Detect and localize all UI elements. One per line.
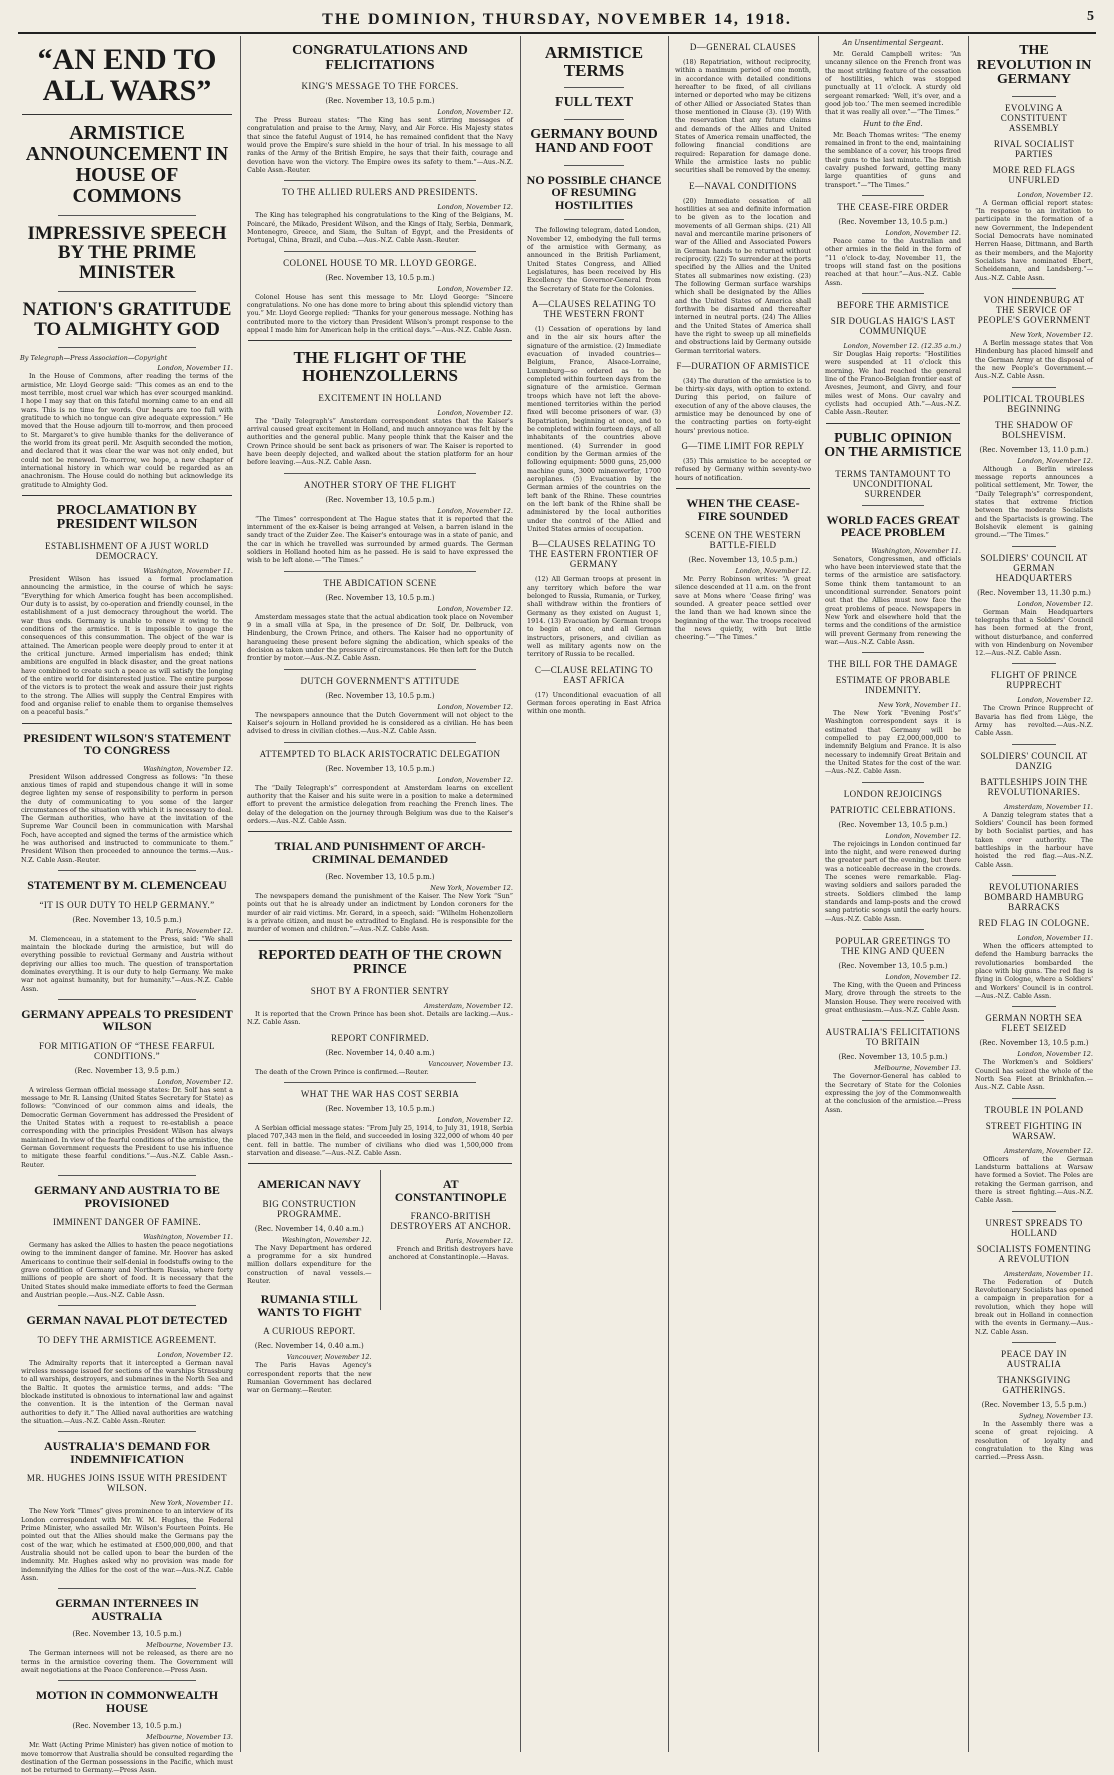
- dateline: London, November 12.: [437, 408, 513, 417]
- article-text: The Navy Department has ordered a programme for a six hundred million dollars expenditure for the construction of naval vessels.—Reuter.: [247, 1243, 372, 1285]
- column-rule: [240, 36, 241, 1752]
- subheadline: STREET FIGHTING IN WARSAW.: [985, 1120, 1083, 1141]
- received-date: (Rec. November 13, 10.5 p.m.): [688, 556, 798, 565]
- article-text: (34) The duration of the armistice is to be thirty-six days, with option to extend. During this period, on failure of execution of any of the above clauses, the armistice may be denounced by one of the contracting parties on forty-eight hours' previous notice.: [675, 376, 811, 435]
- headline-armistice-announcement: ARMISTICE ANNOUNCEMENT IN HOUSE OF COMMONS: [25, 122, 229, 207]
- article-text: The “Daily Telegraph's” correspondent at Amsterdam learns on excellent authority that the Kaiser and his suite were in a position to make a determined effort to prevent the armistice delegation from reaching the French lines. The delay of the delegation on the journey through Belgium was due to the Kaiser's orders.—Aus.-N.Z. Cable Assn.: [247, 783, 513, 825]
- subheadline: EXCITEMENT IN HOLLAND: [318, 392, 442, 403]
- article-text: President Wilson has issued a formal proclamation announcing the armistice, in the course of which he says: “Everything for which America fought has been accomplished. Our duty is to assist, by co-operation and friendly counsel, in the establishment of a just democracy throughout the world. The war thus ends. Germany is unable to renew it owing to the conditions of the armistice. It is impossible to gauge the consequences of this consummation. The object of the war is attained. The American people were deeply proud to enter it at the critical juncture. Armed imperialism has ended; think ambitions are engulfed in black disaster, and the great nations have combined to create such a peace as will satisfy the longing of the entire world for disinterested justice. The entire purpose of the victors is to protect the weak and assure their just rights to the strong. The Allies will supply the Central Empires with food and organise relief to enable them to organise themselves on a peaceful basis.”: [21, 575, 233, 717]
- headline-congratulations: CONGRATULATIONS AND FELICITATIONS: [292, 43, 468, 73]
- dateline: Melbourne, November 13.: [874, 1064, 961, 1073]
- received-date: (Rec. November 13, 10.5 p.m.): [838, 1053, 948, 1062]
- dateline: London, November 12.: [157, 1077, 233, 1086]
- subheadline: “IT IS OUR DUTY TO HELP GERMANY.”: [39, 899, 215, 910]
- dateline: London, November 12.: [437, 203, 513, 212]
- article-text: (18) Repatriation, without reciprocity, within a maximum period of one month, in accordance with detailed conditions hereafter to be fixed, of all civilians interned or deported who may be citizens of other Allied or Associated States than those mentioned in Clause (3). (19) With the reservation that any future claims and demands of the Allies and United States of America remain unaffected, the following financial conditions are required: Reparation for damage done. While the armistice lasts no public securities shall be removed by the enemy.: [675, 58, 811, 175]
- article-text: Mr. Gerald Campbell writes: “An uncanny silence on the French front was the most striking feature of the cessation of hostilities, which was stopped punctually at 11 o'clock. A sturdy old sergeant remarked: ‘Well, it's over, and a good job too.’ The men seemed incredible that it was really all over.”—“The Times.”: [825, 50, 961, 117]
- dateline: London, November 12.: [1017, 456, 1093, 465]
- subheadline: MORE RED FLAGS UNFURLED: [992, 164, 1076, 185]
- headline-bill-damage: THE BILL FOR THE DAMAGE: [828, 659, 958, 670]
- received-date: (Rec. November 13, 10.5 p.m.): [325, 593, 435, 602]
- received-date: (Rec. November 13, 10.5 p.m.): [325, 495, 435, 504]
- received-date: (Rec. November 13, 10.5 p.m.): [72, 1722, 182, 1731]
- headline-hamburg-barracks: REVOLUTIONARIES BOMBARD HAMBURG BARRACKS: [984, 882, 1084, 913]
- dateline: London, November 12.: [437, 775, 513, 784]
- column-1: [18, 36, 236, 1775]
- subheadline: IMMINENT DANGER OF FAMINE.: [52, 1217, 202, 1228]
- article-text: Officers of the German Landsturm battalions at Warsaw have formed a Soviet. The Poles are retaking the German garrison, and there is street fighting.—Aus.-N.Z. Cable Assn.: [975, 1154, 1093, 1205]
- headline-commonwealth-motion: MOTION IN COMMONWEALTH HOUSE: [35, 1688, 219, 1715]
- section-subhead: An Unsentimental Sergeant.: [842, 39, 944, 47]
- received-date: (Rec. November 13, 10.5 p.m.): [325, 873, 435, 882]
- subheadline: BIG CONSTRUCTION PROGRAMME.: [262, 1198, 357, 1219]
- article-text: Peace came to the Australian and other armies in the field in the form of “11 o'clock to-day, November 11, the troops will stand fast on the positions reached at that hour.”—Aus.-N.Z. Cable Assn.: [825, 236, 961, 287]
- received-date: (Rec. November 13, 11.0 p.m.): [979, 445, 1089, 454]
- masthead: [18, 8, 1096, 34]
- article-text: Germany has asked the Allies to hasten the peace negotiations owing to the imminent danger of famine. Mr. Hoover has asked Americans to continue their self-denial in foodstuffs owing to the grave condition of Germany and Northern Russia, where forty millions of people are short of food. It is necessary that the United States should make immediate efforts to feed the German and Austrian people.—Aus.-N.Z. Cable Assn.: [21, 1241, 233, 1300]
- received-date: (Rec. November 13, 10.5 p.m.): [325, 1104, 435, 1113]
- article-text: A wireless German official message states: Dr. Solf has sent a message to Mr. R. Lansing (United States Secretary for State) as follows: “Convinced of our common aims and ideals, the Democratic German Government has addressed the President of the United States with a request to re-establish a peace corresponding with the principles President Wilson has always maintained. In view of the fearful conditions of the armistice, the German Government requests the President to use his influence to mitigate these fearful conditions.”—Aus.-N.Z. Cable Assn.-Reuter.: [21, 1085, 233, 1169]
- article-text: The Federation of Dutch Revolutionary Socialists has opened a campaign in preparation for a revolution, which they hope will break out in Holland in connection with the events in Germany.—Aus.-N.Z. Cable Assn.: [975, 1277, 1093, 1336]
- dateline: New York, November 11.: [878, 701, 961, 710]
- subheadline: SOCIALISTS FOMENTING A REVOLUTION: [976, 1243, 1092, 1264]
- article-text: The death of the Crown Prince is confirmed.—Reuter.: [255, 1067, 429, 1076]
- article-text: Although a Berlin wireless message reports announces a political settlement, Mr. Tower, the “Daily Telegraph's” correspondent, states that extreme friction between the moderate Socialists and the Spartacists is growing. The Bolshevik element is gaining ground.—“The Times.”: [975, 464, 1093, 540]
- headline-clemenceau: STATEMENT BY M. CLEMENCEAU: [27, 878, 227, 893]
- headline-australia-felicitations: AUSTRALIA'S FELICITATIONS TO BRITAIN: [825, 1027, 961, 1048]
- subheadline: REPORT CONFIRMED.: [330, 1032, 430, 1043]
- headline-before-armistice: BEFORE THE ARMISTICE: [836, 299, 950, 310]
- headline-cease-fire-sounded: WHEN THE CEASE-FIRE SOUNDED: [686, 496, 800, 523]
- constantinople-article: [385, 1170, 516, 1264]
- dateline: London, November 12.: [157, 1350, 233, 1359]
- headline-full-text: FULL TEXT: [555, 95, 633, 111]
- headline-nations-gratitude: NATION'S GRATITUDE TO ALMIGHTY GOD: [22, 298, 232, 340]
- article-text: (20) Immediate cessation of all hostilities at sea and definite information to be given as to the location and movements of all German ships. (21) All naval and mercantile marine prisoners of war of the Allied and Associated Powers in German hands to be returned without reciprocity. (22) To surrender at the ports specified by the Allies and the United States all submarines now existing. (23) The following German surface warships which shall be designated by the Allies and the United States of America shall forthwith be disarmed and thereafter interned in neutral ports. (24) The Allies and the United States of America shall have the right to sweep up all minefields and obstructions laid by Germany outside German territorial waters.: [675, 196, 811, 355]
- article-text: The Crown Prince Rupprecht of Bavaria has fled from Liège, the Army has revolted.—Aus.-N.Z. Cable Assn.: [975, 704, 1093, 738]
- received-date: (Rec. November 13, 11.30 p.m.): [977, 588, 1091, 597]
- subheadline: ESTIMATE OF PROBABLE INDEMNITY.: [835, 675, 951, 696]
- headline-unrest-holland: UNREST SPREADS TO HOLLAND: [985, 1217, 1083, 1238]
- section-heading-f: F—DURATION OF ARMISTICE: [676, 360, 810, 371]
- subheadline: SIR DOUGLAS HAIG'S LAST COMMUNIQUE: [830, 315, 956, 336]
- article-text: A Danzig telegram states that a Soldiers' Council has been formed by both Socialist parties, and has taken over authority. The battleships in the harbour have hoisted the red flag.—Aus.-N.Z. Cable Assn.: [975, 810, 1093, 869]
- dateline: Vancouver, November 13.: [428, 1059, 513, 1068]
- received-date: (Rec. November 13, 10.5 p.m.): [979, 1039, 1089, 1048]
- dateline: Amsterdam, November 11.: [1004, 1269, 1093, 1278]
- headline-germany-appeals: GERMANY APPEALS TO PRESIDENT WILSON: [21, 1006, 233, 1034]
- article-text: Colonel House has sent this message to Mr. Lloyd George: “Sincere congratulations. No one has done more to bring about this splendid victory than you.” Mr. Lloyd George replied: “Thanks for your generous message. Nothing has contributed more to the victory than President Wilson's prompt response to the appeal I made him for American help in the critical days.”—Aus.-N.Z. Cable Assn.: [247, 292, 513, 335]
- section-heading-e: E—NAVAL CONDITIONS: [689, 180, 797, 191]
- section-heading-c: C—CLAUSE RELATING TO EAST AFRICA: [534, 664, 654, 685]
- column-rule: [818, 36, 819, 1752]
- divider: [58, 347, 196, 348]
- subheadline: THE ABDICATION SCENE: [323, 577, 437, 588]
- dateline: Washington, November 12.: [281, 1235, 372, 1244]
- received-date: (Rec. November 13, 5.5 p.m.): [981, 1400, 1087, 1409]
- received-date: (Rec. November 13, 10.5 p.m.): [325, 691, 435, 700]
- dateline: Washington, November 11.: [143, 1233, 233, 1242]
- article-text: M. Clemenceau, in a statement to the Press, said: “We shall maintain the blockade during the armistice, but will do everything possible to revictual Germany and Austria without depriving our allies too much. The question of transportation dominates everything. It is our duty to help Germany. We make war not against humanity, but for humanity.”—Aus.-N.Z. Cable Assn.: [21, 934, 233, 993]
- dateline: Paris, November 12.: [165, 926, 233, 935]
- article-text: The Paris Havas Agency's correspondent reports that the new Rumanian Government has declared war on Germany.—Reuter.: [247, 1361, 372, 1395]
- page-columns: [18, 36, 1096, 1775]
- headline-armistice-terms: ARMISTICE TERMS: [544, 43, 644, 80]
- dateline: New York, November 11.: [150, 1499, 233, 1508]
- article-text: A German official report states: “In response to an invitation to participate in the formation of a new Government, the Independent Social Democrats have nominated Herren Haase, Dittmann, and Barth as their members, and the Majority Socialists have nominated Ebert, Scheidemann, and Landsberg.”—Aus.-N.Z. Cable Assn.: [975, 198, 1093, 282]
- article-text: The Admiralty reports that it intercepted a German naval wireless message issued for sections of the warships Strassburg to all warships, destroyers, and submarines in the North Sea and the Baltic. It quotes the armistice terms, and adds: “The blockade instituted is obnoxious to international law and against the convention. It is the intention of the German naval authorities to defy it.” The Allied naval authorities are watching the situation.—Aus.-N.Z. Cable Assn.-Reuter.: [21, 1358, 233, 1426]
- article-text: (1) Cessation of operations by land and in the air six hours after the signature of the armistice. (2) Immediate evacuation of invaded countries—Belgium, France, Alsace-Lorraine, Luxemburg—so ordered as to be completed within fourteen days from the signature of the armistice. German troops which have not left the above-mentioned territories within the period fixed will become prisoners of war. (3) Repatriation, beginning at once, and to be completed within fourteen days, of all inhabitants of the countries above mentioned. (4) Surrender in good condition by the German armies of the following equipment: 5000 guns, 25,000 machine guns, 3000 minenwerfer, 1700 aeroplanes. (5) Evacuation by the German armies of the countries on the left bank of the Rhine. These countries on the left bank of the Rhine shall be administered by the local authorities under the control of the Allied and United States armies of occupation.: [527, 325, 661, 533]
- subheadline: ATTEMPTED TO BLACK ARISTOCRATIC DELEGATION: [259, 748, 501, 759]
- dateline: Amsterdam, November 12.: [1004, 1146, 1093, 1155]
- article-text: (35) This armistice to be accepted or refused by Germany within seventy-two hours of notification.: [675, 457, 811, 482]
- headline-flight-hohenzollerns: THE FLIGHT OF THE HOHENZOLLERNS: [293, 348, 467, 386]
- headline-proclamation: PROCLAMATION BY PRESIDENT WILSON: [56, 502, 198, 533]
- subheadline: BATTLESHIPS JOIN THE REVOLUTIONARIES.: [980, 776, 1088, 797]
- article-text: Sir Douglas Haig reports: “Hostilities were suspended at 11 o'clock this morning. We had reached the general line of the Franco-Belgian frontier east of Avesnes, Jeumont, and Givry, and four miles west of Mons. Our cavalry and cyclists had occupied Ath.”—Aus.-N.Z. Cable Assn.-Reuter.: [825, 349, 961, 417]
- headline-public-opinion: PUBLIC OPINION ON THE ARMISTICE: [824, 430, 962, 461]
- dateline: New York, November 12.: [1010, 330, 1093, 339]
- article-text: The Press Bureau states: “The King has sent stirring messages of congratulation and praise to the Army, Navy, and Air Force. His Majesty states that since the fateful August of 1914, he has remained confident that the Navy would prove the Empire's sure shield in the hour of trial. In his message to all ranks of the Army of the British Empire, he says that their faith, courage and devotion have won the victory. The Empire owes its safety to them.”—Aus.-N.Z. Cable Assn.-Reuter.: [247, 116, 513, 175]
- dateline: Washington, November 11.: [871, 546, 961, 555]
- column-rule: [668, 36, 669, 1752]
- divider: [58, 215, 196, 216]
- article-text: In the Assembly there was a scene of great rejoicing. A resolution of loyalty and congratulation to the King was carried.—Press Assn.: [975, 1419, 1093, 1462]
- article-text: Senators, Congressmen, and officials who have been interviewed state that the terms of the armistice are satisfactory. Some think them tantamount to an unconditional surrender. Senators point out that the Allies must now face the great problems of peace. Newspapers in New York and elsewhere hold that the terms and the conditions of the armistice will prevent Germany from renewing the war.—Aus.-N.Z. Cable Assn.: [825, 554, 961, 646]
- headline-north-sea-fleet: GERMAN NORTH SEA FLEET SEIZED: [985, 1013, 1083, 1034]
- dateline: Washington, November 11.: [143, 567, 233, 575]
- headline-soldiers-council: SOLDIERS' COUNCIL AT GERMAN HEADQUARTERS: [980, 552, 1088, 583]
- section-heading-d: D—GENERAL CLAUSES: [689, 42, 797, 52]
- received-date: (Rec. November 13, 10.5 p.m.): [72, 915, 182, 924]
- dateline: Paris, November 12.: [445, 1237, 513, 1246]
- article-text: “The Times” correspondent at The Hague states that it is reported that the internment of the ex-Kaiser is being arranged at Velsen, a barren island in the sandy tract of the Zuider Zee. The Kaiser's entourage was in a state of panic, and the car in which he travelled was surrounded by armed guards. The German soldiers in Holland hooted him as he passed. He is said to have expressed the wish to be left alone.—“The Times.”: [247, 514, 513, 565]
- received-date: (Rec. November 13, 10.5 p.m.): [72, 1630, 182, 1639]
- dateline: London, November 12.: [1017, 696, 1093, 705]
- article-text: (17) Unconditional evacuation of all German forces operating in East Africa within one month.: [527, 690, 661, 716]
- headline-cease-fire-order: THE CEASE-FIRE ORDER: [837, 201, 949, 212]
- article-text: The Governor-General has cabled to the Secretary of State for the Colonies expressing the joy of the Commonwealth at the conclusion of the armistice.—Press Assn.: [825, 1072, 961, 1114]
- subheadline: ANOTHER STORY OF THE FLIGHT: [303, 479, 457, 490]
- article-text: German Main Headquarters telegraphs that a Soldiers' Council has been formed at the front, without disturbance, and conferred with von Hindenburg on November 12.—Aus.-N.Z. Cable Assn.: [975, 607, 1093, 658]
- article-text: The German internees will not be released, as there are no terms in the armistice covering them. The Government will await negotiations at the Peace Conference.—Press Assn.: [21, 1649, 233, 1674]
- column-4: [672, 36, 814, 1752]
- received-date: (Rec. November 14, 0.40 a.m.): [325, 1048, 435, 1057]
- dateline: London, November 11.: [157, 364, 233, 373]
- headline-indemnification: AUSTRALIA'S DEMAND FOR INDEMNIFICATION: [43, 1439, 210, 1466]
- subheadline: RED FLAG IN COLOGNE.: [978, 918, 1090, 929]
- subheadline: RIVAL SOCIALIST PARTIES: [993, 138, 1075, 159]
- dateline: London, November 12.: [1017, 1050, 1093, 1059]
- section-subhead: Hunt to the End.: [863, 119, 923, 128]
- headline-internees: GERMAN INTERNEES IN AUSTRALIA: [55, 1596, 199, 1623]
- subheadline: THANKSGIVING GATHERINGS.: [997, 1374, 1071, 1395]
- column-rule: [380, 1170, 381, 1310]
- headline-london-rejoicings: LONDON REJOICINGS: [843, 788, 943, 799]
- headline-naval-plot: GERMAN NAVAL PLOT DETECTED: [26, 1313, 228, 1328]
- column-rule: [520, 36, 521, 1752]
- article-text: Mr. Perry Robinson writes: “A great silence descended at 11 a.m. on the front save at Mons where ‘Cease firing’ was sounded. A greater peace settled over the land than we had known since the beginning of the war. The troops received the news quietly, with but little cheering.”—“The Times.”: [675, 575, 811, 642]
- column-rule: [968, 36, 969, 1752]
- subheadline: TO THE ALLIED RULERS AND PRESIDENTS.: [281, 187, 479, 198]
- dateline: Washington, November 12.: [143, 764, 233, 773]
- column-2: [244, 36, 516, 1752]
- article-text: The New York “Times” gives prominence to an interview of its London correspondent with Mr. W. M. Hughes, the Federal Prime Minister, who assailed Mr. Wilson's Fourteen Points. He pointed out that the Allies should make the Germans pay the cost of the war, which he estimated at £500,000,000, and that Australia should not be called upon to bear the burden of the indemnity. Mr. Hughes asked why no provision was made for indemnifying the Allies for the cost of the war.—Aus.-N.Z. Cable Assn.: [21, 1507, 233, 1582]
- headline-danzig: SOLDIERS' COUNCIL AT DANZIG: [980, 750, 1088, 771]
- received-date: (Rec. November 13, 10.5 p.m.): [325, 97, 435, 106]
- subheadline: KING'S MESSAGE TO THE FORCES.: [301, 81, 459, 92]
- headline-trial-punishment: TRIAL AND PUNISHMENT OF ARCH-CRIMINAL DEMANDED: [274, 839, 486, 866]
- article-text: The newspapers announce that the Dutch Government will not object to the Kaiser's sojourn in Holland provided he is considered as a civilian. He has been advised to dress in civilian clothes.—Aus.-N.Z. Cable Assn.: [247, 710, 513, 736]
- headline-constantinople: AT CONSTANTINOPLE: [394, 1177, 507, 1204]
- headline-germany-bound: GERMANY BOUND HAND AND FOOT: [530, 126, 658, 157]
- article-text: The “Daily Telegraph's” Amsterdam correspondent states that the Kaiser's arrival caused great excitement in Holland, and much annoyance was felt by the authorities and the general public. Many people think that the Kaiser and the Crown Prince should be sent back as prisoners of war. The Kaiser is reported to have been deeply dejected, and walked about the station platform for an hour before leaving.—Aus.-N.Z. Cable Assn.: [247, 416, 513, 467]
- headline-revolution-germany: THE REVOLUTION IN GERMANY: [976, 43, 1092, 88]
- received-date: (Rec. November 14, 0.40 a.m.): [254, 1224, 364, 1233]
- article-text: It is reported that the Crown Prince has been shot. Details are lacking.—Aus.-N.Z. Cable Assn.: [247, 1009, 513, 1027]
- dateline: London, November 12.: [885, 973, 961, 982]
- dateline: New York, November 12.: [430, 884, 513, 893]
- dateline: London, November 12.: [885, 831, 961, 840]
- received-date: (Rec. November 13, 10.5 p.m.): [325, 273, 435, 282]
- article-text: President Wilson addressed Congress as follows: “In these anxious times of rapid and stupendous change it will in some degree lighten my sense of responsibility to perform in person the duty of communicating to you some of the larger circumstances of the situation with which it is necessary to deal. The German authorities, who have at the invitation of the Supreme War Council been in communication with Marshal Foch, have accepted and signed the terms of the armistice which he was authorised and instructed to communicate to them.” President Wilson then proceeded to announce the terms.—Aus.-N.Z. Cable Assn.-Reuter.: [21, 772, 233, 864]
- headline-impressive-speech: IMPRESSIVE SPEECH BY THE PRIME MINISTER: [27, 222, 227, 284]
- article-text: The rejoicings in London continued far into the night, and were renewed during the greater part of the evening, but there was a noticeable decrease in the crowds. The scenes were remarkable. Flag-waving soldiers and sailors paraded the streets. Soldiers climbed the lamp standards and lamp-posts and the crowd sang patriotic songs until the early hours.—Aus.-N.Z. Cable Assn.: [825, 839, 961, 923]
- dateline: Vancouver, November 12.: [286, 1353, 372, 1362]
- subheadline: PATRIOTIC CELEBRATIONS.: [830, 804, 956, 815]
- subheadline: COLONEL HOUSE TO MR. LLOYD GEORGE.: [283, 257, 477, 268]
- subheadline: THE SHADOW OF BOLSHEVISM.: [994, 419, 1074, 440]
- article-text: The following telegram, dated London, November 12, embodying the full terms of the armistice with Germany, as announced in the British Parliament, United States Congress, and Allied Legislatures, has been received by His Excellency the Governor-General from the Secretary of State for the Colonies.: [527, 226, 662, 293]
- article-text: (12) All German troops at present in any territory which before the war belonged to Russia, Rumania, or Turkey, shall withdraw within the frontiers of Germany as they existed on August 1, 1914. (13) Evacuation by German troops to begin at once, and all German instructors, prisoners, and civilian as well as military agents now on the territory of Russia to be recalled.: [527, 575, 661, 659]
- headline-crown-prince: REPORTED DEATH OF THE CROWN PRINCE: [258, 947, 502, 978]
- dateline: Sydney, November 13.: [1018, 1411, 1093, 1420]
- dateline: Melbourne, November 13.: [146, 1641, 233, 1650]
- subheadline: TO DEFY THE ARMISTICE AGREEMENT.: [37, 1334, 217, 1345]
- article-text: A Berlin message states that Von Hindenburg has placed himself and the German Army at the disposal of the new People's Government.—Aus.-N.Z. Cable Assn.: [975, 338, 1093, 381]
- headline-provisioned: GERMANY AND AUSTRIA TO BE PROVISIONED: [34, 1183, 220, 1210]
- article-text: When the officers attempted to defend the Hamburg barracks the revolutionaries bombarded the place with big guns. The red flag is flying in Cologne, where a Soldiers' and Workers' Council is in control.—Aus.-N.Z. Cable Assn.: [975, 942, 1093, 1001]
- subheadline: ESTABLISHMENT OF A JUST WORLD DEMOCRACY.: [45, 541, 209, 561]
- subheadline: DUTCH GOVERNMENT'S ATTITUDE: [300, 675, 460, 686]
- dateline: Melbourne, November 13.: [146, 1733, 233, 1742]
- headline-popular-greetings: POPULAR GREETINGS TO THE KING AND QUEEN: [835, 936, 951, 957]
- dateline: London, November 12.: [437, 702, 513, 711]
- two-column-block: [244, 1170, 516, 1395]
- column-3: [524, 36, 664, 1752]
- page-number: 5: [1087, 9, 1094, 24]
- article-text: The New York “Evening Post's” Washington correspondent says it is estimated that Germany will be compelled to pay £2,000,000,000 to indemnify Belgium and France. It is also necessary to indemnify Great Britain and the United States for the cost of the war.—Aus.-N.Z. Cable Assn.: [825, 709, 961, 776]
- headline-wilson-congress: PRESIDENT WILSON'S STATEMENT TO CONGRESS: [23, 730, 231, 758]
- article-text: The King has telegraphed his congratulations to the King of the Belgians, M. Poincaré, the Mikado, President Wilson, and the Kings of Italy, Serbia, Denmark, Montenegro, Greece, and Siam, the Sultan of Egypt, and the Presidents of Portugal, China, Brazil, and Cuba.—Aus.-N.Z. Cable Assn.-Reuter.: [247, 211, 513, 245]
- subheadline: EVOLVING A CONSTITUENT ASSEMBLY: [1000, 102, 1068, 133]
- newspaper-title: THE DOMINION, THURSDAY, NOVEMBER 14, 1918.: [322, 11, 792, 28]
- article-text: Amsterdam messages state that the actual abdication took place on November 9 in a small villa at Spa, in the presence of Dr. Solf, Dr. Delbruck, von Hindenburg, the Crown Prince, and others. The Kaiser had no opportunity of harangueing these present before signing the abdication, which speaks of the decision as taken under the pressure of circumstances. He then left for the Dutch frontier by motor.—Aus.-N.Z. Cable Assn.: [247, 612, 513, 663]
- column-6: [972, 36, 1096, 1752]
- divider: [58, 291, 196, 292]
- dateline: London, November 12.: [437, 506, 513, 515]
- dateline: London, November 12.: [437, 1115, 513, 1124]
- subheadline: SHOT BY A FRONTIER SENTRY: [310, 985, 450, 996]
- column-5: [822, 36, 964, 1752]
- subheadline: A CURIOUS REPORT.: [263, 1326, 356, 1337]
- article-text: The Workmen's and Soldiers' Council has seized the whole of the North Sea Fleet at Brinkhafen.—Aus.-N.Z. Cable Assn.: [975, 1058, 1093, 1092]
- dateline: London, November 12.: [437, 284, 513, 293]
- article-text: In the House of Commons, after reading the terms of the armistice, Mr. Lloyd George said: “This comes as an end to the most terrible, most cruel war which has ever scourged mankind. I hope I may say that on this fateful morning came to an end all wars. This is no time for words. Our hearts are too full with gratitude to which no tongue can give adequate expression.” He moved that the House adjourn till to-morrow, and then proceed to St. Margaret's to give humble thanks for the deliverance of the world from its great peril. Mr. Asquith seconded the motion, and declared that it was clear the war was not only ended, but could not be renewed. To-morrow, we hope, a new chapter of international history in which war could be regarded as an anachronism. The House could do nothing but acknowledge its gratitude to Almighty God.: [21, 372, 233, 489]
- section-heading-b: B—CLAUSES RELATING TO THE EASTERN FRONTIER OF GERMANY: [529, 539, 659, 570]
- headline-hindenburg: VON HINDENBURG AT THE SERVICE OF PEOPLE'S GOVERNMENT: [977, 294, 1091, 325]
- headline-rumania: RUMANIA STILL WANTS TO FIGHT: [257, 1292, 362, 1319]
- received-date: (Rec. November 13, 10.5 p.m.): [838, 217, 948, 226]
- dateline: London, November 12.: [1017, 599, 1093, 608]
- headline-poland: TROUBLE IN POLAND: [984, 1104, 1084, 1115]
- subheadline: FRANCO-BRITISH DESTROYERS AT ANCHOR.: [390, 1211, 512, 1232]
- received-date: (Rec. November 13, 10.5 p.m.): [838, 962, 948, 971]
- article-text: Mr. Beach Thomas writes: “The enemy remained in front to the end, maintaining the semblance of a cover, his troops fired their guns to the last minute. The British cavalry pushed forward, getting many large quantities of guns and transport.”—“The Times.”: [825, 130, 961, 189]
- byline: By Telegraph—Press Association—Copyright: [20, 354, 168, 363]
- divider: [22, 114, 232, 115]
- article-text: A Serbian official message states: “From July 25, 1914, to July 31, 1918, Serbia placed 707,343 men in the field, and succeeded in losing 322,000 of whom 40 per cent. fell in battle. The number of civilians who died was 1,500,000 from starvation and disease.”—Aus.-N.Z. Cable Assn.: [247, 1123, 513, 1157]
- section-heading-g: G—TIME LIMIT FOR REPLY: [681, 441, 805, 452]
- dateline: Amsterdam, November 12.: [424, 1001, 513, 1010]
- headline-peace-day: PEACE DAY IN AUSTRALIA: [1001, 1348, 1067, 1369]
- article-text: The King, with the Queen and Princess Mary, drove through the streets to the Mansion House. They were received with great enthusiasm.—Aus.-N.Z. Cable Assn.: [825, 981, 961, 1015]
- dateline: London, November 12.: [437, 604, 513, 613]
- article-text: French and British destroyers have anchored at Constantinople.—Havas.: [388, 1245, 513, 1262]
- dateline: London, November 12.: [735, 567, 811, 576]
- subheadline: SCENE ON THE WESTERN BATTLE-FIELD: [685, 530, 801, 551]
- main-headline: “AN END TO ALL WARS”: [37, 43, 217, 108]
- received-date: (Rec. November 14, 0.40 a.m.): [254, 1342, 364, 1351]
- headline-political-troubles: POLITICAL TROUBLES BEGINNING: [983, 393, 1085, 414]
- subheadline: FOR MITIGATION OF “THESE FEARFUL CONDITIONS.”: [39, 1040, 215, 1061]
- headline-no-chance: NO POSSIBLE CHANCE OF RESUMING HOSTILITIES: [526, 172, 662, 212]
- received-date: (Rec. November 13, 10.5 p.m.): [325, 764, 435, 773]
- dateline: London, November 12. (12.35 a.m.): [843, 341, 961, 350]
- dateline: London, November 11.: [1017, 934, 1093, 943]
- dateline: London, November 12.: [437, 108, 513, 117]
- headline-american-navy: AMERICAN NAVY: [257, 1177, 361, 1192]
- article-text: Mr. Watt (Acting Prime Minister) has given notice of motion to move tomorrow that Australia should be consulted regarding the destination of the German possessions in the Pacific, which must not be returned to Germany.—Press Assn.: [21, 1741, 233, 1775]
- subheadline: TERMS TANTAMOUNT TO UNCONDITIONAL SURRENDER: [835, 468, 951, 499]
- dateline: London, November 12.: [885, 228, 961, 237]
- subheadline: WHAT THE WAR HAS COST SERBIA: [300, 1088, 460, 1099]
- headline-prince-rupprecht: FLIGHT OF PRINCE RUPPRECHT: [990, 670, 1078, 691]
- received-date: (Rec. November 13, 10.5 p.m.): [838, 820, 948, 829]
- article-text: The newspapers demand the punishment of the Kaiser. The New York “Sun” points out that he is already under an indictment by London coroners for the murder of air raid victims. Mr. Gerard, in a speech, said: “Wilhelm Hohenzollern is a private citizen, and must be extradited to England. He is responsible for the murder of women and children.”—Aus.-N.Z. Cable Assn.: [247, 892, 513, 934]
- headline-world-faces: WORLD FACES GREAT PEACE PROBLEM: [826, 512, 960, 540]
- received-date: (Rec. November 13, 9.5 p.m.): [74, 1066, 180, 1075]
- dateline: Amsterdam, November 11.: [1004, 802, 1093, 811]
- section-heading-a: A—CLAUSES RELATING TO THE WESTERN FRONT: [531, 299, 657, 320]
- american-navy-article: [244, 1170, 375, 1396]
- subheadline: MR. HUGHES JOINS ISSUE WITH PRESIDENT WILSON.: [26, 1473, 228, 1494]
- dateline: London, November 12.: [1017, 190, 1093, 199]
